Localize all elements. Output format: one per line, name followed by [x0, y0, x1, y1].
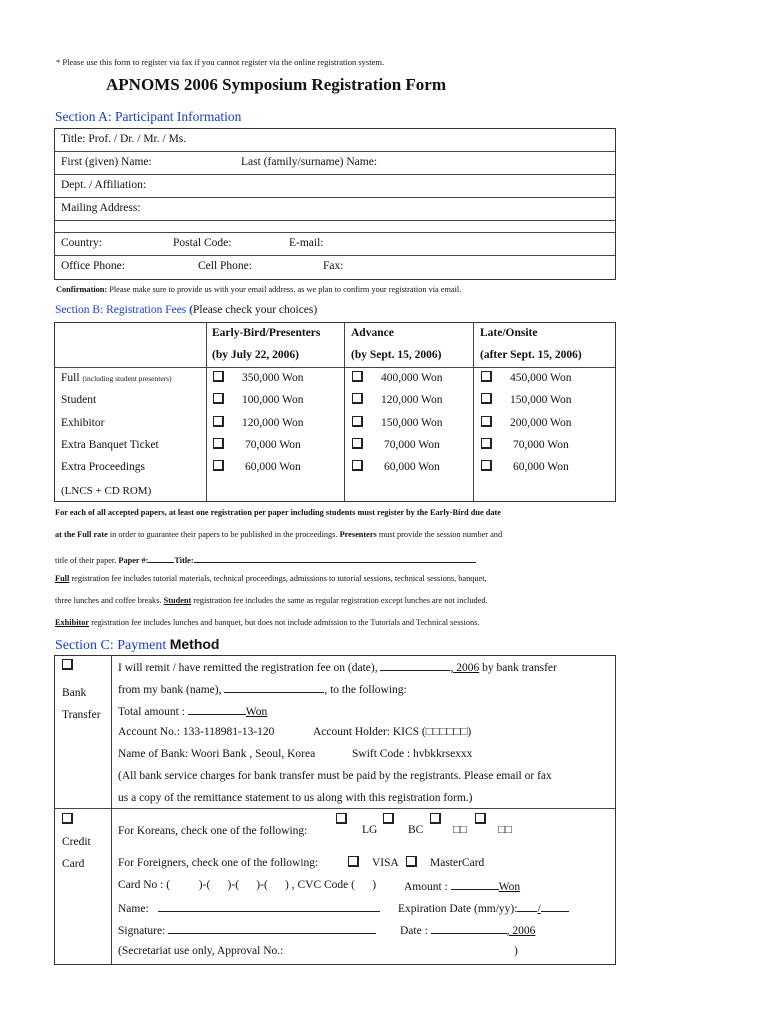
card-amount-field[interactable]: Amount : Won: [404, 881, 521, 893]
price-full-late: 450,000 Won: [510, 372, 572, 384]
checkbox-student-late[interactable]: [481, 393, 492, 404]
checkbox-bank-transfer[interactable]: [62, 659, 73, 670]
accepted-papers-note: For each of all accepted papers, at least one registration per paper including students must register by the Early-Bird due date: [55, 508, 501, 517]
checkbox-exhibitor-late[interactable]: [481, 416, 492, 427]
price-banquet-late: 70,000 Won: [513, 439, 569, 451]
checkbox-bc[interactable]: [383, 813, 394, 824]
section-a-heading: Section A: Participant Information: [55, 109, 242, 124]
col-early-bird-date: (by July 22, 2006): [212, 349, 299, 361]
secretariat-close: ): [514, 945, 518, 957]
page-title: APNOMS 2006 Symposium Registration Form: [106, 75, 446, 94]
option-card-4: □□: [498, 824, 512, 836]
col-late: Late/Onsite: [480, 327, 538, 339]
total-amount-line[interactable]: Total amount : Won: [118, 706, 268, 718]
section-c-heading: Section C: Payment Method: [55, 636, 220, 653]
paper-title-line: title of their paper. Paper #: Title:: [55, 552, 476, 565]
checkbox-credit-card[interactable]: [62, 813, 73, 824]
full-fee-note: Full registration fee includes tutorial materials, technical proceedings, admissions to tutorial sessions, technical sessions, banquet,: [55, 574, 487, 583]
price-student-advance: 120,000 Won: [381, 394, 443, 406]
checkbox-banquet-advance[interactable]: [352, 438, 363, 449]
bank-charges-note: (All bank service charges for bank transfer must be paid by the registrants. Please email or fax: [118, 770, 552, 782]
account-holder: Account Holder: KICS (□□□□□□): [313, 726, 472, 738]
price-proceedings-advance: 60,000 Won: [384, 461, 440, 473]
checkbox-card-4[interactable]: [475, 813, 486, 824]
signature-field[interactable]: Signature:: [118, 923, 376, 937]
remit-bank-line[interactable]: from my bank (name), , to the following:: [118, 684, 407, 696]
row-label-proceedings: Extra Proceedings: [61, 461, 145, 473]
row-label-student: Student: [61, 394, 97, 406]
price-student-late: 150,000 Won: [510, 394, 572, 406]
price-student-early: 100,000 Won: [242, 394, 304, 406]
bank-name: Name of Bank: Woori Bank , Seoul, Korea: [118, 748, 316, 760]
price-exhibitor-advance: 150,000 Won: [381, 417, 443, 429]
checkbox-student-advance[interactable]: [352, 393, 363, 404]
section-b-heading: Section B: Registration Fees (Please check your choices): [55, 304, 318, 316]
foreigners-label: For Foreigners, check one of the following:: [118, 857, 319, 869]
checkbox-mastercard[interactable]: [406, 856, 417, 867]
checkbox-card-3[interactable]: [430, 813, 441, 824]
signature-date-field[interactable]: Date : , 2006: [400, 925, 536, 937]
title-field[interactable]: Title: Prof. / Dr. / Mr. / Ms.: [61, 133, 187, 145]
price-proceedings-late: 60,000 Won: [513, 461, 569, 473]
row-label-full: Full (including student presenters): [61, 372, 172, 384]
checkbox-exhibitor-early[interactable]: [213, 416, 224, 427]
cardholder-name-field[interactable]: Name:: [118, 901, 380, 915]
remittance-note: us a copy of the remittance statement to us along with this registration form.): [118, 792, 473, 804]
dept-field[interactable]: Dept. / Affiliation:: [61, 179, 147, 191]
checkbox-full-early[interactable]: [213, 371, 224, 382]
full-rate-note: at the Full rate in order to guarantee their papers to be published in the proceedings. Presenters must provide the session number and: [55, 530, 503, 539]
checkbox-visa[interactable]: [348, 856, 359, 867]
office-phone-field[interactable]: Office Phone:: [61, 260, 125, 272]
postal-code-field[interactable]: Postal Code:: [173, 237, 232, 249]
exhibitor-fee-note: Exhibitor registration fee includes lunches and banquet, but does not include admission to the Tutorials and Technical sessions.: [55, 618, 480, 627]
confirmation-note: Confirmation: Please make sure to provide us with your email address, as we plan to confirm your registration via email.: [56, 285, 462, 294]
account-no: Account No.: 133-118981-13-120: [118, 726, 275, 738]
checkbox-proceedings-late[interactable]: [481, 460, 492, 471]
payment-table: [54, 655, 616, 965]
expiration-field[interactable]: Expiration Date (mm/yy): /: [398, 901, 569, 915]
option-visa: VISA: [372, 857, 399, 869]
checkbox-proceedings-advance[interactable]: [352, 460, 363, 471]
checkbox-banquet-late[interactable]: [481, 438, 492, 449]
price-full-advance: 400,000 Won: [381, 372, 443, 384]
price-banquet-early: 70,000 Won: [245, 439, 301, 451]
credit-label: Credit: [62, 836, 91, 848]
koreans-label: For Koreans, check one of the following:: [118, 825, 308, 837]
checkbox-full-late[interactable]: [481, 371, 492, 382]
mailing-address-field[interactable]: Mailing Address:: [61, 202, 141, 214]
row-label-banquet: Extra Banquet Ticket: [61, 439, 159, 451]
cell-phone-field[interactable]: Cell Phone:: [198, 260, 252, 272]
option-bc: BC: [408, 824, 424, 836]
price-banquet-advance: 70,000 Won: [384, 439, 440, 451]
price-full-early: 350,000 Won: [242, 372, 304, 384]
fax-field[interactable]: Fax:: [323, 260, 344, 272]
col-advance-date: (by Sept. 15, 2006): [351, 349, 442, 361]
bank-label: Bank: [62, 687, 87, 699]
col-advance: Advance: [351, 327, 394, 339]
remit-date-line[interactable]: I will remit / have remitted the registration fee on (date), , 2006 by bank transfer: [118, 662, 557, 674]
swift-code: Swift Code : hvbkkrsexxx: [352, 748, 473, 760]
country-field[interactable]: Country:: [61, 237, 102, 249]
price-exhibitor-early: 120,000 Won: [242, 417, 304, 429]
lncs-note: (LNCS + CD ROM): [61, 485, 152, 497]
option-lg: LG: [362, 824, 378, 836]
option-mastercard: MasterCard: [430, 857, 485, 869]
col-late-date: (after Sept. 15, 2006): [480, 349, 582, 361]
price-proceedings-early: 60,000 Won: [245, 461, 301, 473]
price-exhibitor-late: 200,000 Won: [510, 417, 572, 429]
last-name-field[interactable]: Last (family/surname) Name:: [241, 156, 378, 168]
secretariat-note: (Secretariat use only, Approval No.:: [118, 945, 284, 957]
email-field[interactable]: E-mail:: [289, 237, 324, 249]
card-label: Card: [62, 858, 85, 870]
col-early-bird: Early-Bird/Presenters: [212, 327, 321, 339]
student-fee-note: three lunches and coffee breaks. Student registration fee includes the same as regular registration except lunches are not included.: [55, 596, 488, 605]
transfer-label: Transfer: [62, 709, 101, 721]
row-label-exhibitor: Exhibitor: [61, 417, 105, 429]
checkbox-student-early[interactable]: [213, 393, 224, 404]
fax-note: * Please use this form to register via fax if you cannot register via the online registration system.: [56, 57, 385, 67]
option-card-3: □□: [453, 824, 467, 836]
card-number-field[interactable]: Card No : ( )-( )-( )-( ) , CVC Code ( ): [118, 879, 377, 891]
checkbox-proceedings-early[interactable]: [213, 460, 224, 471]
checkbox-full-advance[interactable]: [352, 371, 363, 382]
first-name-field[interactable]: First (given) Name:: [61, 156, 152, 168]
checkbox-lg[interactable]: [336, 813, 347, 824]
checkbox-exhibitor-advance[interactable]: [352, 416, 363, 427]
checkbox-banquet-early[interactable]: [213, 438, 224, 449]
